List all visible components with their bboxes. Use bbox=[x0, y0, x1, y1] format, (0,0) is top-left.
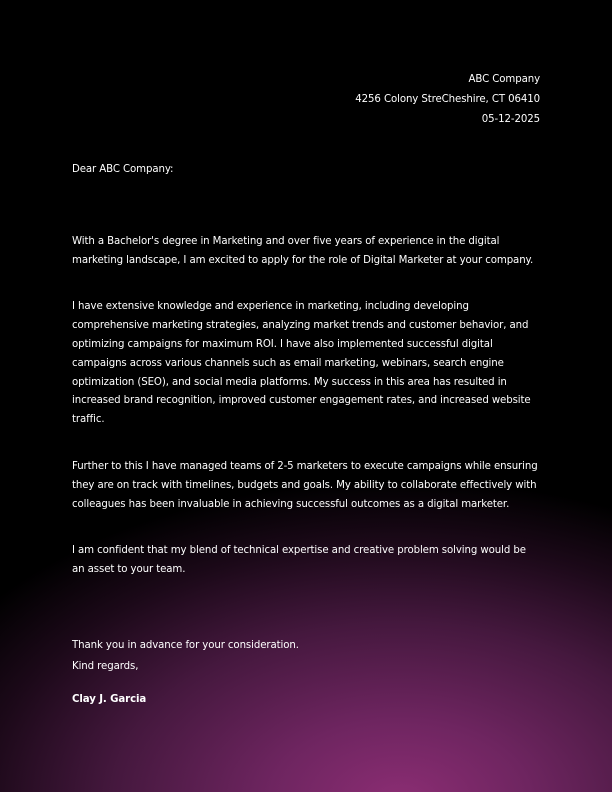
body-paragraph-intro: With a Bachelor's degree in Marketing and over five years of experience in the digital marketing landscape, I am excited to apply for the role of Digital Marketer at your company. bbox=[72, 235, 534, 266]
closing-regards: Kind regards, bbox=[72, 660, 139, 672]
salutation: Dear ABC Company: bbox=[72, 164, 174, 175]
closing-block bbox=[72, 635, 540, 710]
sender-company: ABC Company bbox=[468, 74, 540, 85]
cover-letter bbox=[72, 70, 540, 710]
closing-thanks: Thank you in advance for your consideration. bbox=[72, 639, 299, 651]
letter-date: 05-12-2025 bbox=[481, 114, 540, 125]
body-paragraph-experience: I have extensive knowledge and experience in marketing, including developing comprehensive marketing strategies, analyzing market trends and customer behavior, and optimizing campaigns for maximum ROI. I have also implemented successful digital campaigns across various channels such as email marketing, webinars, search engine optimization (SEO), and social media platforms. My success in this area has resulted in increased brand recognition, improved customer engagement rates, and increased website traffic. bbox=[72, 301, 531, 426]
signature-name: Clay J. Garcia bbox=[72, 693, 147, 705]
body-paragraph-confidence: I am confident that my blend of technical expertise and creative problem solving would be an asset to your team. bbox=[72, 545, 526, 576]
sender-address: 4256 Colony StreCheshire, CT 06410 bbox=[355, 94, 540, 105]
sender-block bbox=[72, 70, 540, 130]
body-paragraph-management: Further to this I have managed teams of 2-5 marketers to execute campaigns while ensuring they are on track with timelines, budgets and goals. My ability to collaborate effectively with colleagues has been invaluable in achieving successful outcomes as a digital marketer. bbox=[72, 460, 538, 510]
